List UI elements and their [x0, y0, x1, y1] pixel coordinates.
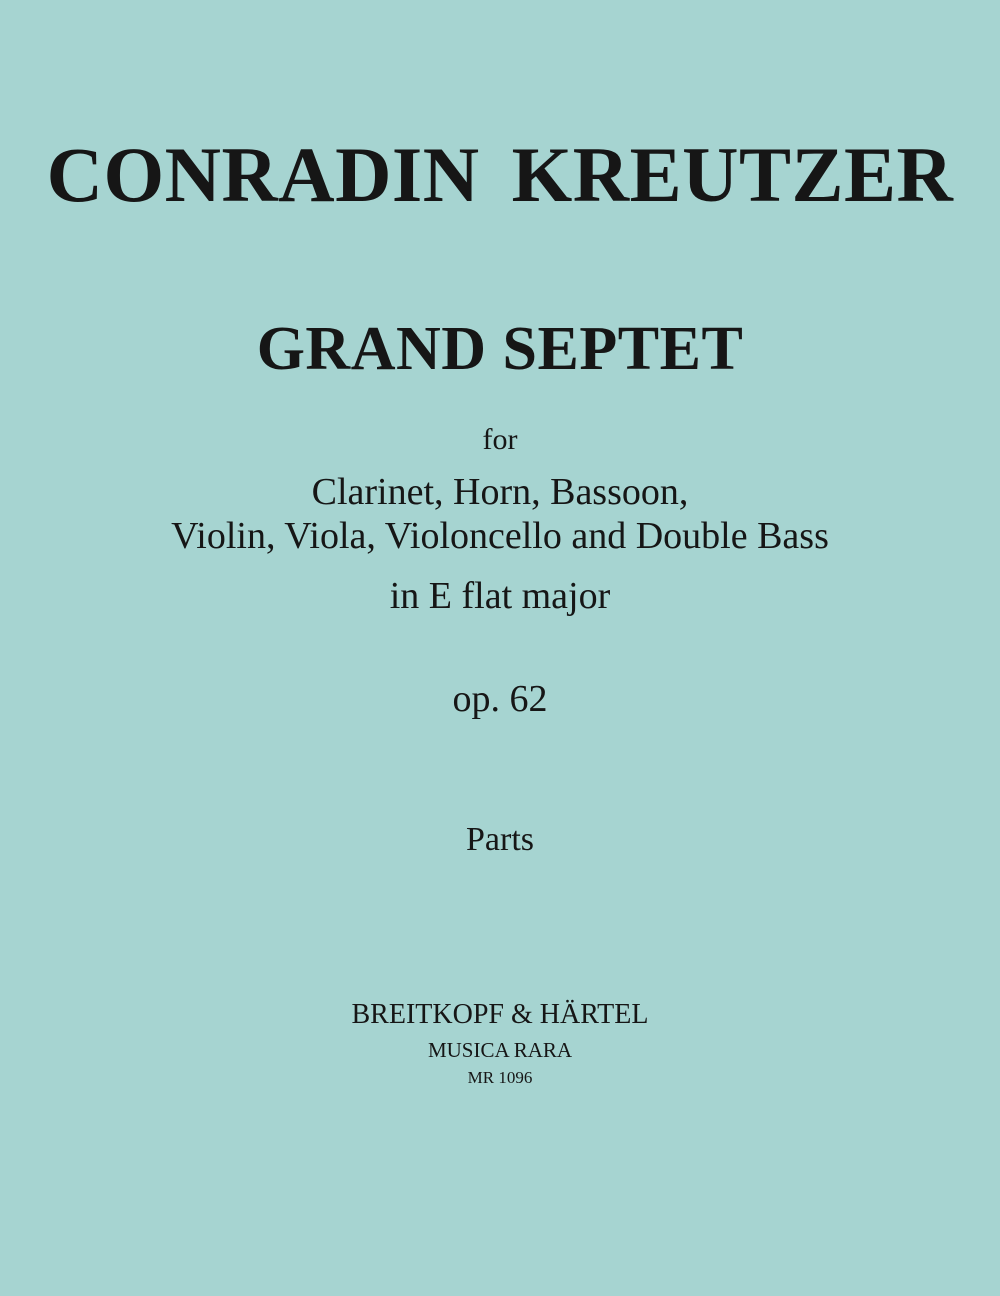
opus-number: op. 62	[452, 678, 548, 720]
catalog-number: MR 1096	[467, 1068, 533, 1087]
instrumentation-line-2: Violin, Viola, Violoncello and Double Bass	[171, 515, 829, 557]
instrumentation-line-1: Clarinet, Horn, Bassoon,	[311, 471, 689, 513]
edition-type: Parts	[466, 821, 534, 858]
key-signature: in E flat major	[389, 575, 611, 617]
composer-name: CONRADIN KREUTZER	[46, 131, 954, 218]
imprint-name: MUSICA RARA	[427, 1038, 573, 1062]
work-title: GRAND SEPTET	[256, 315, 744, 383]
publisher-name: BREITKOPF & HÄRTEL	[351, 999, 649, 1030]
for-label: for	[482, 423, 518, 456]
